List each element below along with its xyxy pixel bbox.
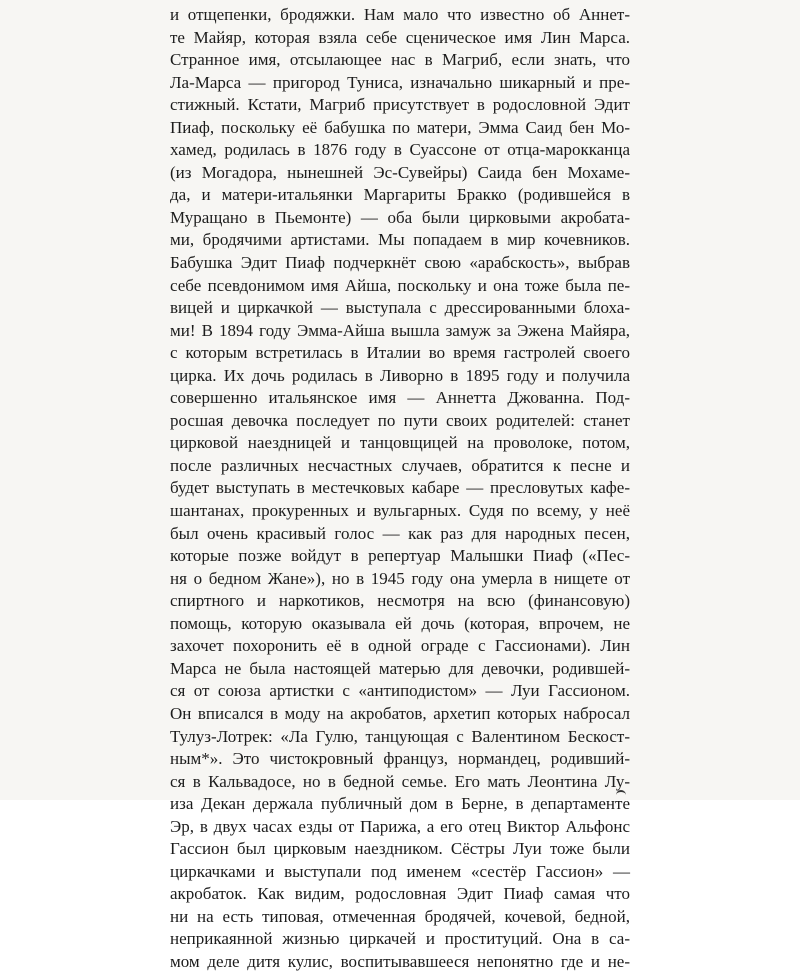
text-line: которые позже войдут в репертуар Малышки Пиаф («Пес-	[170, 546, 630, 566]
text-line: (из Могадора, нынешней Эс-Сувейры) Саида бен Мохаме-	[170, 162, 630, 182]
text-line: спиртного и наркотиков, несмотря на всю (финансовую)	[170, 591, 630, 611]
text-line: будет выступать в местечковых кабаре — пресловутых кафе-	[170, 478, 630, 498]
text-line: ся в Кальвадосе, но в бедной семье. Его мать Леонтина Лу-	[170, 771, 630, 791]
text-line: себе псевдонимом имя Айша, поскольку и она тоже была пе-	[170, 275, 630, 295]
text-line: ни на есть типовая, отмеченная бродячей, кочевой, бедной,	[170, 906, 630, 926]
text-line: Странное имя, отсылающее нас в Магриб, если знать, что	[170, 50, 630, 70]
text-line: и отщепенки, бродяжки. Нам мало что известно об Аннет-	[170, 5, 630, 24]
text-line: Он вписался в моду на акробатов, архетип которых набросал	[170, 703, 630, 723]
text-line: иза Декан держала публичный дом в Берне, в департаменте	[170, 794, 630, 814]
text-line: Марса не была настоящей матерью для девочки, родившей-	[170, 658, 630, 678]
text-line: цирковой наездницей и танцовщицей на проволоке, потом,	[170, 433, 630, 453]
text-line: захочет похоронить её в одной ограде с Гассионами). Лин	[170, 636, 630, 656]
text-line: ся от союза артистки с «антиподистом» — Луи Гассионом.	[170, 681, 630, 701]
page-edge-mark	[616, 790, 626, 798]
text-line: Ла-Марса — пригород Туниса, изначально шикарный и пре-	[170, 72, 630, 92]
text-line: Эр, в двух часах езды от Парижа, а его отец Виктор Альфонс	[170, 816, 630, 836]
text-line: цирка. Их дочь родилась в Ливорно в 1895 году и получила	[170, 365, 630, 385]
text-line: циркачками и выступали под именем «сестёр Гассион» —	[170, 861, 630, 881]
text-line: Бабушка Эдит Пиаф подчеркнёт свою «арабскость», выбрав	[170, 253, 630, 273]
text-line: ми, бродячими артистами. Мы попадаем в мир кочевников.	[170, 230, 630, 250]
text-line: Муращано в Пьемонте) — оба были цирковыми акробата-	[170, 207, 630, 227]
text-line: стижный. Кстати, Магриб присутствует в родословной Эдит	[170, 95, 630, 115]
text-line: да, и матери-итальянки Маргариты Бракко (родившейся в	[170, 185, 630, 205]
text-line: был очень красивый голос — как раз для народных песен,	[170, 523, 630, 543]
text-line: ня о бедном Жане»), но в 1945 году она умерла в нищете от	[170, 568, 630, 588]
text-line: после различных несчастных случаев, обратится к песне и	[170, 455, 630, 475]
text-line: вицей и циркачкой — выступала с дрессированными блоха-	[170, 298, 630, 318]
text-line: мом деле дитя кулис, воспитывавшееся непонятно где и не-	[170, 951, 630, 971]
text-line: ми! В 1894 году Эмма-Айша вышла замуж за Эжена Майяра,	[170, 320, 630, 340]
text-line: Гассион был цирковым наездником. Сёстры Луи тоже были	[170, 839, 630, 859]
text-line: те Майяр, которая взяла себе сценическое имя Лин Марса.	[170, 27, 630, 47]
text-line: Тулуз-Лотрек: «Ла Гулю, танцующая с Валентином Бескост-	[170, 726, 630, 746]
text-line: с которым встретилась в Италии во время гастролей своего	[170, 343, 630, 363]
text-line: неприкаянной жизнью циркачей и проституций. Она в са-	[170, 929, 630, 949]
text-line: росшая девочка последует по пути своих родителей: станет	[170, 410, 630, 430]
text-line: акробаток. Как видим, родословная Эдит Пиаф самая что	[170, 884, 630, 904]
text-line: шантанах, прокуренных и вульгарных. Судя по всему, у неё	[170, 501, 630, 521]
text-line: совершенно итальянское имя — Аннетта Джованна. Под-	[170, 388, 630, 408]
text-line: Пиаф, поскольку её бабушка по матери, Эмма Саид бен Мо-	[170, 117, 630, 137]
body-text	[170, 4, 630, 974]
text-line: ным*». Это чистокровный француз, нормандец, родивший-	[170, 749, 630, 769]
text-line: хамед, родилась в 1876 году в Суассоне от отца-марокканца	[170, 140, 630, 160]
text-line: помощь, которую оказывала ей дочь (которая, впрочем, не	[170, 613, 630, 633]
